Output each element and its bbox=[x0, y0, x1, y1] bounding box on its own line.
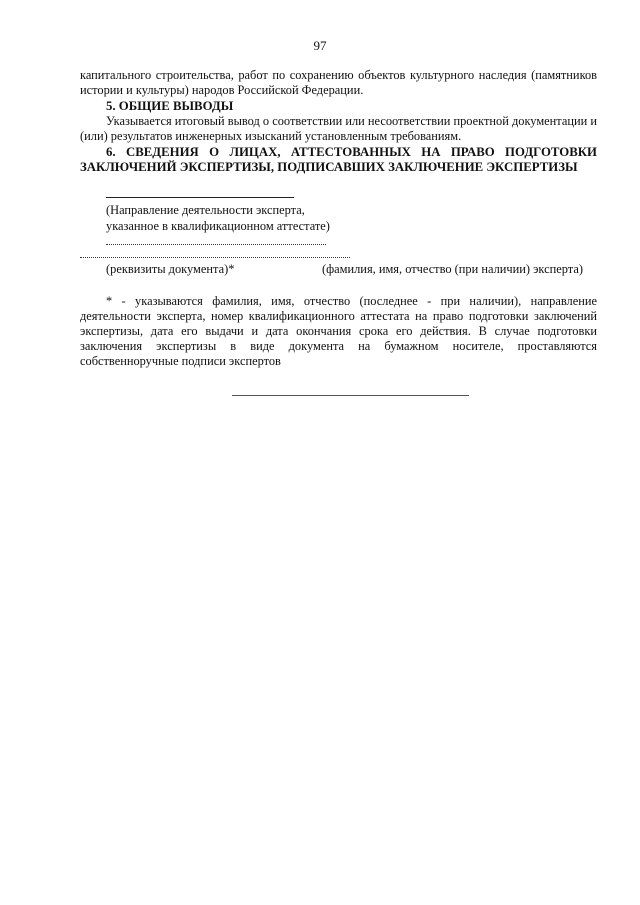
section-6-heading: 6. СВЕДЕНИЯ О ЛИЦАХ, АТТЕСТОВАННЫХ НА ПРАВО ПОДГОТОВКИ ЗАКЛЮЧЕНИЙ ЭКСПЕРТИЗЫ, ПОДПИСАВШИХ ЗАКЛЮЧЕНИЕ ЭКСПЕРТИЗЫ bbox=[80, 145, 597, 174]
footnote-text: * - указываются фамилия, имя, отчество (последнее - при наличии), направление деятельности эксперта, номер квалификационного аттестата на право подготовки заключений экспертизы, дата его выдачи и дата окончания срока его действия. В случае подготовки заключения экспертизы в виде документа на бумажном носителе, проставляются собственноручные подписи экспертов bbox=[80, 294, 597, 368]
section-5-text: Указывается итоговый вывод о соответствии или несоответствии проектной документации и (или) результатов инженерных изысканий установленным требованиям. bbox=[80, 114, 597, 143]
signature-dotted-line bbox=[80, 257, 350, 258]
direction-signature-line bbox=[106, 197, 294, 198]
intro-paragraph: капитального строительства, работ по сохранению объектов культурного наследия (памятников истории и культуры) народов Российской Федерации. bbox=[80, 68, 597, 97]
expert-name-label: (фамилия, имя, отчество (при наличии) эксперта) bbox=[322, 262, 583, 276]
direction-label-line2: указанное в квалификационном аттестате) bbox=[106, 219, 330, 233]
direction-label-line1: (Направление деятельности эксперта, bbox=[106, 203, 305, 217]
requisites-label: (реквизиты документа)* bbox=[106, 262, 235, 276]
attestation-dotted-line bbox=[106, 244, 326, 245]
section-5-heading: 5. ОБЩИЕ ВЫВОДЫ bbox=[106, 99, 234, 113]
end-separator-line bbox=[232, 395, 469, 396]
page-number: 97 bbox=[313, 38, 327, 53]
